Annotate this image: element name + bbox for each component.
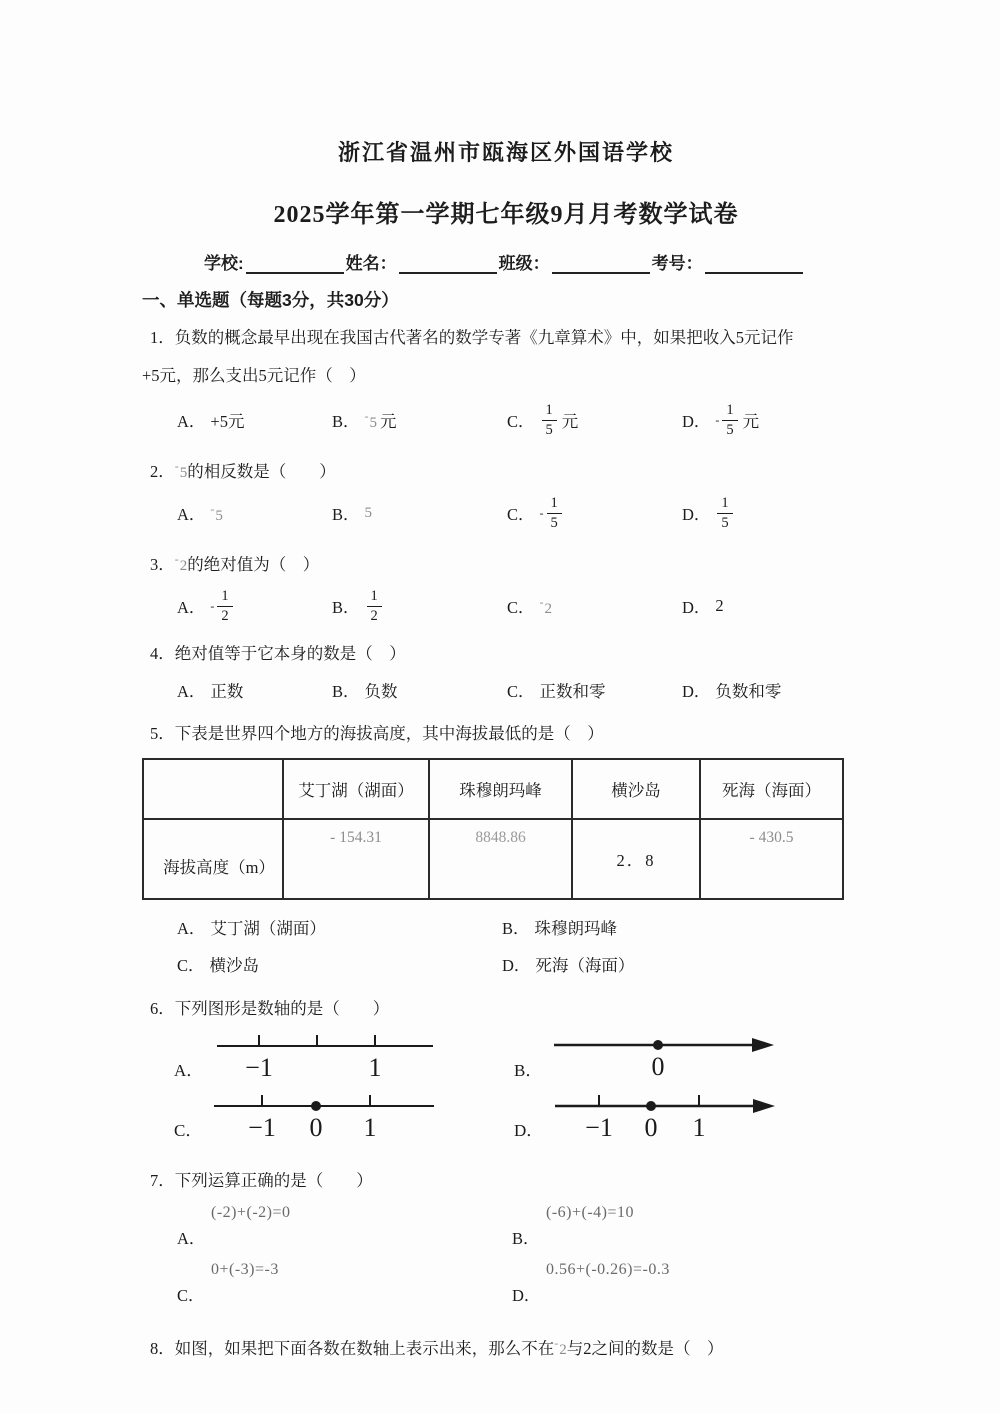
expression: 0.56+(-0.26)=-0.3	[546, 1261, 670, 1278]
question-3-option-b	[332, 588, 507, 623]
option-letter: C．	[177, 1286, 205, 1305]
question-2-option-c	[507, 495, 682, 530]
stem-text: 与	[566, 1339, 584, 1358]
denominator: 5	[550, 514, 558, 531]
option-letter: D．	[682, 505, 711, 524]
option-letter: B．	[332, 598, 360, 617]
option-letter: C．	[507, 412, 535, 431]
stem-text: 之间的数是（ ）	[591, 1339, 724, 1358]
option-letter: D．	[514, 1121, 544, 1140]
question-1-options	[150, 395, 862, 445]
stem-text: 8．如图，如果把下面各数在数轴上表示出来，那么不在	[150, 1339, 555, 1358]
info-examno-blank	[705, 256, 803, 274]
denominator: 5	[545, 421, 553, 438]
question-4-option-b	[332, 678, 507, 702]
numerator: 1	[717, 495, 732, 513]
option-letter: A．	[177, 505, 206, 524]
stem-value-2: 2	[583, 1339, 592, 1358]
number: 5	[369, 414, 378, 431]
option-letter: B．	[332, 412, 360, 431]
option-value: +5元	[210, 412, 245, 431]
option-letter: B．	[512, 1229, 540, 1248]
table-corner-cell	[143, 759, 283, 819]
option-letter: C．	[177, 956, 205, 975]
option-letter: D．	[502, 956, 531, 975]
question-6-option-d	[514, 1090, 862, 1144]
expression: (-2)+(-2)=0	[211, 1204, 291, 1221]
option-value	[365, 409, 378, 432]
option-value	[540, 595, 553, 618]
option-value: 横沙岛	[209, 956, 260, 975]
number: 2	[559, 1342, 567, 1358]
info-class-label: 班级：	[498, 254, 550, 273]
stem-text: 的绝对值为（ ）	[187, 555, 320, 574]
table-value-everest: 8848.86	[429, 819, 572, 899]
question-4-option-c	[507, 678, 682, 702]
stem-value-neg2	[554, 1336, 567, 1358]
question-number: 3．	[150, 555, 175, 574]
question-1-stem-line1: 1．负数的概念最早出现在我国古代著名的数学专著《九章算术》中，如果把收入5元记作	[150, 328, 794, 347]
fraction	[547, 495, 562, 530]
question-7-option-b	[512, 1204, 862, 1249]
stem-text: 的相反数是（ ）	[187, 462, 336, 481]
option-letter: A．	[177, 1229, 206, 1248]
unit: 元	[561, 412, 579, 431]
arrow-head	[752, 1038, 774, 1052]
expression: (-6)+(-4)=10	[546, 1204, 635, 1221]
info-school-blank	[246, 256, 344, 274]
tick-label-1: 1	[692, 1113, 706, 1142]
option-letter: D．	[512, 1286, 541, 1305]
option-value: 艾丁湖（湖面）	[210, 919, 326, 938]
question-1-stem-line2: +5元，那么支出5元记作（ ）	[142, 366, 366, 385]
option-letter: D．	[682, 682, 711, 701]
arrow-head	[753, 1099, 775, 1113]
unit: 元	[380, 412, 397, 431]
option-letter: A．	[174, 1061, 204, 1080]
expression: 0+(-3)=-3	[211, 1261, 279, 1278]
option-value: 5	[364, 504, 373, 521]
number-line-d	[547, 1090, 787, 1144]
question-2-stem	[150, 451, 862, 488]
fraction	[367, 588, 382, 623]
number-line-b	[546, 1030, 786, 1084]
tick-label-0: 0	[651, 1052, 665, 1081]
question-1-option-b	[332, 408, 507, 432]
info-school-label: 学校:	[204, 254, 244, 273]
question-6-diagrams-row2	[150, 1090, 862, 1144]
minus-sign: -	[715, 412, 720, 427]
student-info-line	[150, 249, 862, 274]
exam-title: 2025学年第一学期七年级9月月考数学试卷	[273, 202, 739, 228]
table-header-everest: 珠穆朗玛峰	[429, 759, 572, 819]
question-7-option-d	[512, 1261, 862, 1306]
question-5-option-a	[177, 915, 502, 939]
option-value: 珠穆朗玛峰	[534, 919, 618, 938]
minus-sign: -	[174, 459, 179, 473]
minus-sign: -	[539, 505, 544, 520]
question-5-option-d	[502, 952, 862, 976]
table-header-aydingkol: 艾丁湖（湖面）	[283, 759, 429, 819]
question-3-option-d	[682, 594, 862, 618]
tick-label-0: 0	[309, 1113, 323, 1142]
question-6-stem: 6．下列图形是数轴的是（ ）	[150, 999, 390, 1018]
fraction	[542, 402, 557, 437]
question-5-option-b	[502, 915, 862, 939]
option-value: 2	[715, 596, 724, 615]
minus-sign: -	[554, 1336, 559, 1350]
tick-label-1: 1	[363, 1113, 377, 1142]
table-value-deadsea: - 430.5	[700, 819, 843, 899]
info-name-label: 姓名：	[345, 254, 397, 273]
number: 5	[179, 465, 188, 481]
table-row-label: 海拔高度（m）	[143, 819, 283, 899]
minus-sign: -	[210, 501, 215, 516]
question-8-stem	[150, 1328, 862, 1365]
question-7-option-c	[177, 1261, 512, 1306]
table-header-deadsea: 死海（海面）	[700, 759, 843, 819]
option-letter: A．	[177, 919, 206, 938]
section-heading: 一、单选题（每题3分，共30分）	[142, 290, 399, 310]
question-1-option-a	[177, 408, 332, 432]
denominator: 2	[370, 607, 378, 624]
minus-sign: -	[174, 552, 179, 566]
denominator: 5	[726, 421, 734, 438]
info-examno-label: 考号：	[651, 254, 703, 273]
question-3-option-a	[177, 588, 332, 623]
option-letter: D．	[682, 412, 711, 431]
numerator: 1	[217, 588, 232, 606]
stem-value	[174, 459, 188, 481]
info-class-blank	[552, 256, 650, 274]
option-letter: B．	[332, 505, 360, 524]
number: 2	[179, 558, 188, 574]
fraction	[722, 402, 737, 437]
number-line-a	[207, 1030, 447, 1084]
numerator: 1	[367, 588, 382, 606]
numerator: 1	[722, 402, 737, 420]
question-4-options	[150, 673, 862, 707]
table-data-row	[143, 819, 843, 899]
minus-sign: -	[539, 594, 544, 609]
fraction	[217, 588, 232, 623]
tick-label-minus1: −1	[245, 1053, 274, 1082]
question-3-stem	[150, 544, 862, 581]
unit: 元	[742, 412, 760, 431]
option-letter: C．	[507, 505, 535, 524]
option-letter: A．	[177, 598, 206, 617]
number: 5	[215, 507, 223, 524]
option-value: 负数	[364, 682, 398, 701]
question-6-diagrams-row1	[150, 1030, 862, 1084]
option-letter: A．	[177, 412, 206, 431]
question-2-option-a	[177, 501, 332, 525]
denominator: 5	[721, 514, 729, 531]
question-7-stem: 7．下列运算正确的是（ ）	[150, 1171, 373, 1190]
tick-label-0: 0	[644, 1113, 658, 1142]
question-6-option-c	[174, 1090, 514, 1144]
question-1-stem	[142, 319, 862, 395]
option-value	[210, 502, 223, 525]
tick-label-1: 1	[368, 1053, 382, 1082]
option-letter: B．	[514, 1061, 543, 1080]
question-4-option-a	[177, 678, 332, 702]
option-value: 死海（海面）	[535, 956, 635, 975]
fraction	[717, 495, 732, 530]
option-letter: B．	[502, 919, 530, 938]
table-value-aydingkol: - 154.31	[283, 819, 429, 899]
number: 2	[544, 600, 553, 617]
option-letter: D．	[682, 598, 711, 617]
option-letter: C．	[507, 598, 535, 617]
minus-sign: -	[210, 598, 215, 613]
table-value-hengsha: 2．8	[572, 819, 700, 899]
stem-value	[174, 552, 188, 574]
question-6-option-a	[174, 1030, 514, 1084]
question-4-stem: 4．绝对值等于它本身的数是（ ）	[150, 644, 406, 663]
numerator: 1	[547, 495, 562, 513]
info-name-blank	[399, 256, 497, 274]
option-value: 正数	[210, 682, 244, 701]
question-2-option-d	[682, 495, 862, 530]
question-7-options	[150, 1204, 862, 1306]
question-1-option-c	[507, 402, 682, 437]
minus-sign: -	[364, 408, 369, 423]
question-4-option-d	[682, 678, 862, 702]
question-7-option-a	[177, 1204, 512, 1249]
option-letter: B．	[332, 682, 360, 701]
elevation-table	[142, 758, 844, 900]
option-value: 正数和零	[539, 682, 606, 701]
question-2-option-b	[332, 501, 507, 525]
number-line-c	[206, 1090, 446, 1144]
option-letter: C．	[507, 682, 535, 701]
question-1-option-d	[682, 402, 862, 437]
question-6-option-b	[514, 1030, 862, 1084]
question-number: 2．	[150, 462, 175, 481]
question-3-option-c	[507, 594, 682, 618]
question-5-stem: 5．下表是世界四个地方的海拔高度，其中海拔最低的是（ ）	[150, 724, 604, 743]
tick-label-minus1: −1	[585, 1113, 614, 1142]
school-name: 浙江省温州市瓯海区外国语学校	[337, 140, 674, 165]
table-header-row	[143, 759, 843, 819]
question-3-options	[150, 581, 862, 631]
table-header-hengsha: 横沙岛	[572, 759, 700, 819]
numerator: 1	[542, 402, 557, 420]
question-5-options	[150, 915, 862, 976]
option-value: 负数和零	[715, 682, 782, 701]
option-letter: A．	[177, 682, 206, 701]
question-5-option-c	[177, 952, 502, 976]
question-2-options	[150, 488, 862, 538]
tick-label-minus1: −1	[248, 1113, 277, 1142]
option-letter: C．	[174, 1121, 203, 1140]
denominator: 2	[221, 607, 229, 624]
